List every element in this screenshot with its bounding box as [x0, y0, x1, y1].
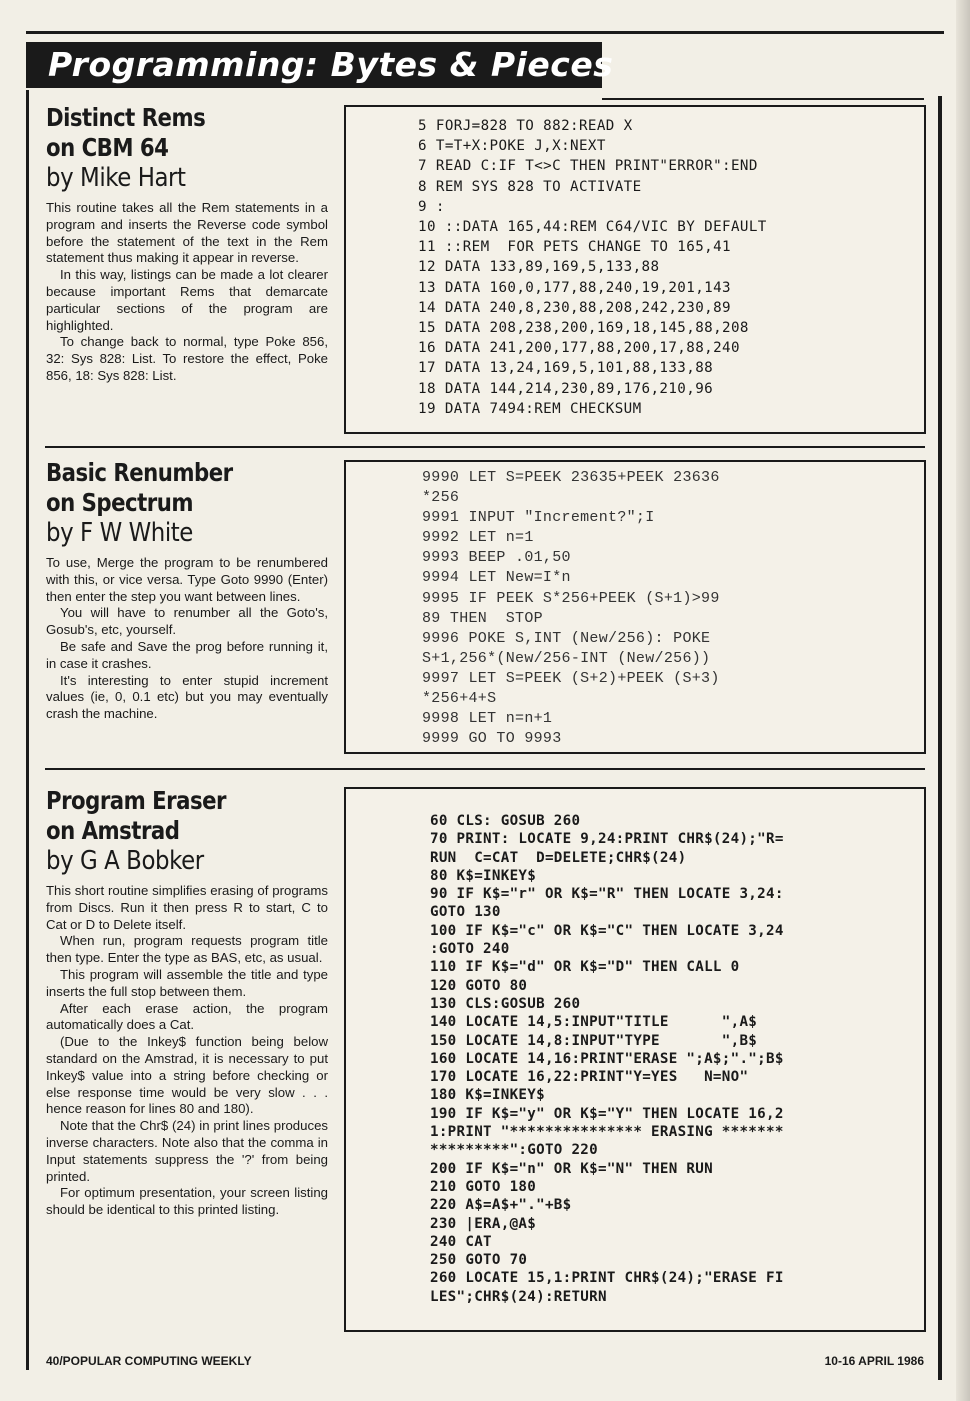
footer-page-number: 40/POPULAR COMPUTING WEEKLY — [46, 1354, 252, 1368]
code-listing-text: 5 FORJ=828 TO 882:READ X 6 T=T+X:POKE J,X:NEXT 7 READ C:IF T<>C THEN PRINT"ERROR":END 8 REM SYS 828 TO ACTIVATE 9 : 10 ::DATA 165,44:REM C64/VIC BY DEFAULT 11 ::REM FOR PETS CHANGE TO 165,41 12 DATA 133,89,169,5,133,88 13 DATA 160,0,177,88,240,19,201,143 14 DATA 240,8,230,88,208,242,230,89 15 DATA 208,238,200,169,18,145,88,208 16 DATA 241,200,177,88,200,17,88,240 17 DATA 13,24,169,5,101,88,133,88 18 DATA 144,214,230,89,176,210,96 19 DATA 7494:REM CHECKSUM — [418, 118, 767, 417]
top-rule — [26, 31, 944, 34]
article-byline: by Mike Hart — [46, 163, 186, 193]
article-distinct-rems — [46, 103, 328, 385]
article-body — [46, 555, 328, 723]
left-column-rule — [26, 90, 29, 1370]
article-body — [46, 883, 328, 1219]
paragraph: This program will assemble the title and type inserts the full stop between them. — [46, 966, 328, 999]
article-headline-platform: on CBM 64 — [46, 133, 169, 162]
section-banner — [26, 42, 614, 88]
section-divider — [45, 768, 925, 770]
code-listing-text: 9990 LET S=PEEK 23635+PEEK 23636 *256 9991 INPUT "Increment?";I 9992 LET n=1 9993 BEEP .01,50 9994 LET New=I*n 9995 IF PEEK S*256+PEEK (S+1)>99 89 THEN STOP 9996 POKE S,INT (New/256): POKE S+1,256*(New/256-INT (New/256)) 9997 LET S=PEEK (S+2)+PEEK (S+3) *256+4+S 9998 LET n=n+1 9999 GO TO 9993 — [422, 469, 720, 748]
paragraph: In this way, listings can be made a lot clearer because important Rems that demarcate particular sections of the program are highlighted. — [46, 267, 328, 333]
paragraph: This routine takes all the Rem statements in a program and inserts the Reverse code symbol before the statement of the text in the Rem statement thus making it appear in reverse. — [46, 200, 328, 266]
paragraph: It's interesting to enter stupid increment values (ie, 0, 0.1 etc) but you may eventually crash the machine. — [46, 672, 328, 722]
paragraph: When run, program requests program title then type. Enter the type as BAS, etc, as usual. — [46, 933, 328, 966]
right-column-rule — [938, 96, 942, 1380]
paragraph: For optimum presentation, your screen listing should be identical to this printed listing. — [46, 1185, 328, 1218]
paragraph: Note that the Chr$ (24) in print lines produces inverse characters. Note also that the comma in Input statements suppress the '?' from being printed. — [46, 1118, 328, 1184]
article-headline: Program Eraser — [46, 786, 226, 815]
paragraph: This short routine simplifies erasing of programs from Discs. Run it then press R to start, C to Cat or D to Delete itself. — [46, 883, 328, 932]
code-listing-text: 60 CLS: GOSUB 260 70 PRINT: LOCATE 9,24:PRINT CHR$(24);"R= RUN C=CAT D=DELETE;CHR$(24) 80 K$=INKEY$ 90 IF K$="r" OR K$="R" THEN LOCATE 3,24: GOTO 130 100 IF K$="c" OR K$="C" THEN LOCATE 3,24 :GOTO 240 110 IF K$="d" OR K$="D" THEN CALL 0 120 GOTO 80 130 CLS:GOSUB 260 140 LOCATE 14,5:INPUT"TITLE ",A$ 150 LOCATE 14,8:INPUT"TYPE ",B$ 160 LOCATE 14,16:PRINT"ERASE ";A$;".";B$ 170 LOCATE 16,22:PRINT"Y=YES N=NO" 180 K$=INKEY$ 190 IF K$="y" OR K$="Y" THEN LOCATE 16,2 1:PRINT "*************** ERASING ******* *********":GOTO 220 200 IF K$="n" OR K$="N" THEN RUN 210 GOTO 180 220 A$=A$+"."+B$ 230 |ERA,@A$ 240 CAT 250 GOTO 70 260 LOCATE 15,1:PRINT CHR$(24);"ERASE FI LES";CHR$(24):RETURN — [430, 813, 784, 1305]
article-byline: by F W White — [46, 518, 193, 548]
code-listing-cbm64 — [344, 105, 926, 434]
article-headline: Basic Renumber — [46, 458, 233, 487]
article-headline-platform: on Spectrum — [46, 488, 193, 517]
article-basic-renumber — [46, 458, 328, 723]
article-headline: Distinct Rems — [46, 103, 206, 132]
page-edge-shadow — [956, 0, 970, 1401]
paragraph: (Due to the Inkey$ function being below standard on the Amstrad, it is necessary to put Inkey$ value into a string before checking or else response time would be very slow . . . hence reason for lines 80 and 180). — [46, 1034, 328, 1117]
paragraph: To change back to normal, type Poke 856, 32: Sys 828: List. To restore the effect, Poke 856, 18: Sys 828: List. — [46, 334, 328, 383]
banner-rule — [602, 98, 924, 100]
article-headline-platform: on Amstrad — [46, 816, 180, 845]
paragraph: After each erase action, the program automatically does a Cat. — [46, 1000, 328, 1033]
section-title: Programming: Bytes & Pieces — [48, 45, 614, 84]
article-body — [46, 200, 328, 385]
code-listing-spectrum — [344, 460, 926, 754]
paragraph: You will have to renumber all the Goto's, Gosub's, etc, yourself. — [46, 605, 328, 638]
section-divider — [45, 446, 925, 448]
paragraph: To use, Merge the program to be renumbered with this, or vice versa. Type Goto 9990 (Enter) then enter the step you want between lines. — [46, 555, 328, 604]
paragraph: Be safe and Save the prog before running it, in case it crashes. — [46, 638, 328, 671]
article-program-eraser — [46, 786, 328, 1219]
article-byline: by G A Bobker — [46, 846, 204, 876]
footer-issue-date: 10-16 APRIL 1986 — [824, 1354, 924, 1368]
code-listing-amstrad — [344, 787, 926, 1332]
